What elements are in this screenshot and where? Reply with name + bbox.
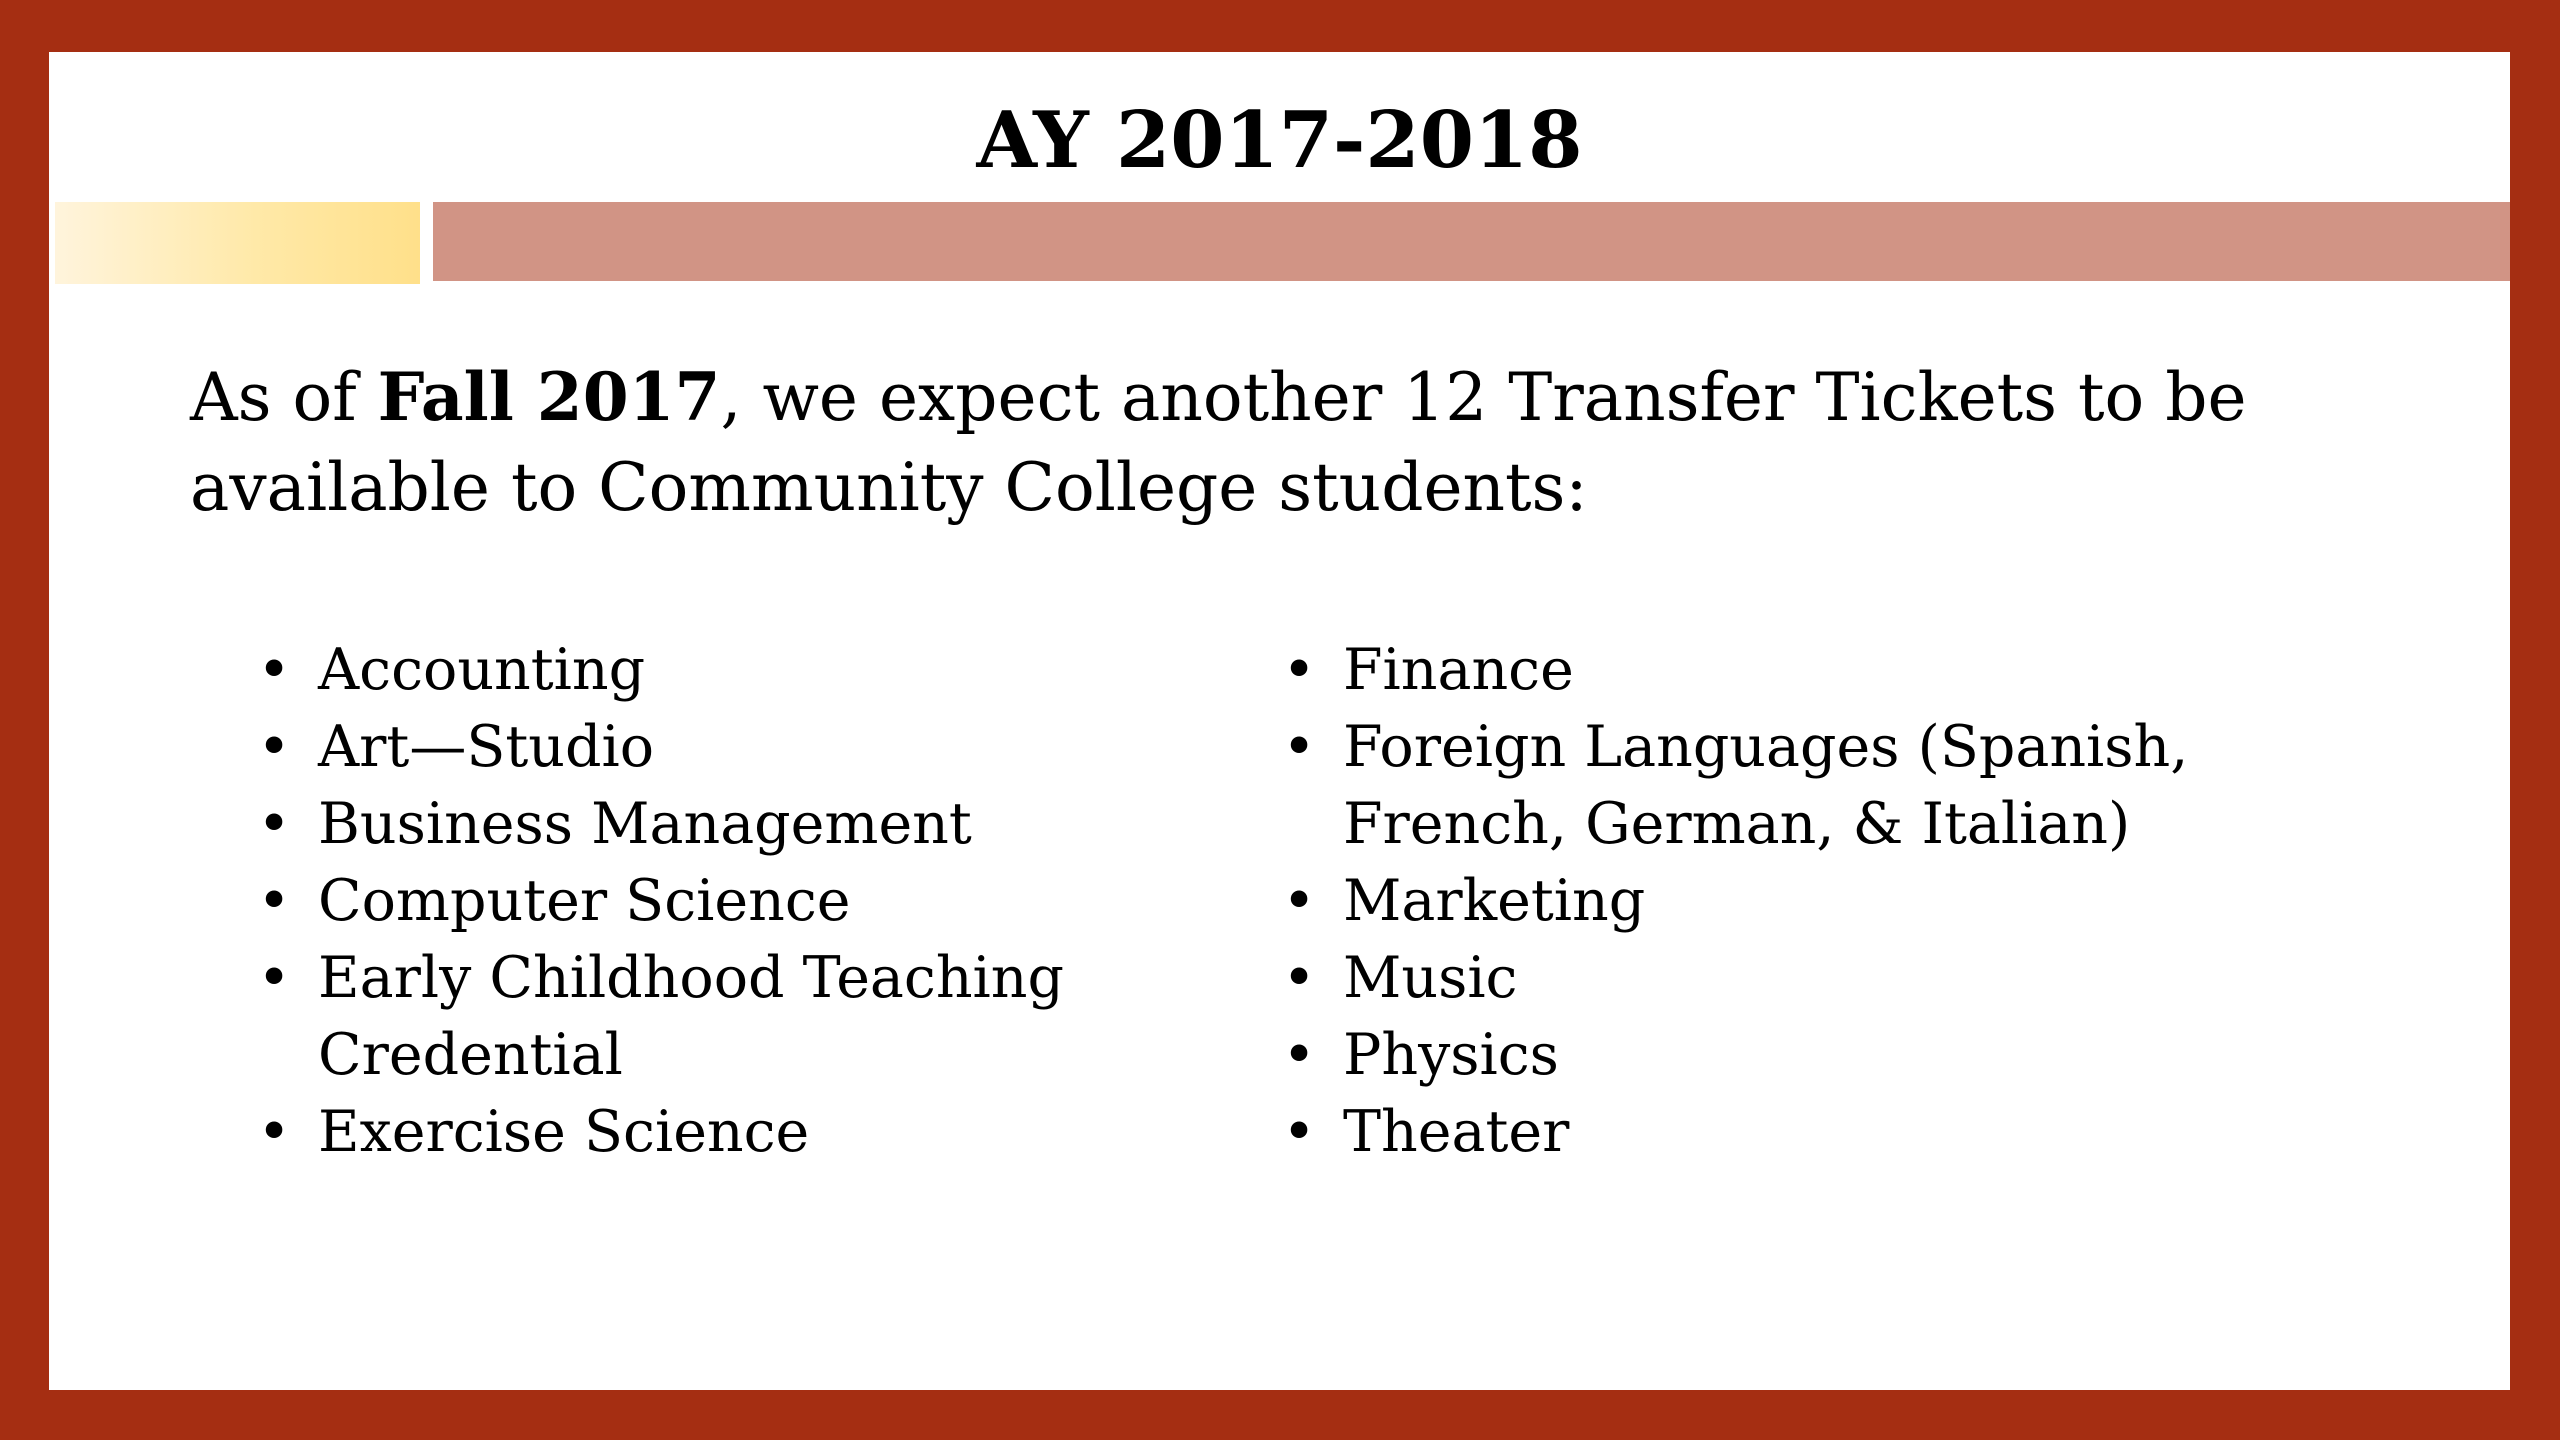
list-item-label: Exercise Science (318, 1099, 810, 1165)
program-list-left (254, 632, 1154, 1171)
list-item (1279, 863, 2429, 940)
bullet-icon: • (1282, 868, 1316, 934)
bullet-icon: • (257, 945, 291, 1011)
accent-bar-gradient (55, 202, 420, 284)
bullet-icon: • (257, 868, 291, 934)
bullet-icon: • (1282, 637, 1316, 703)
bullet-icon: • (257, 637, 291, 703)
bullet-icon: • (1282, 714, 1316, 780)
list-item (254, 1094, 1154, 1171)
intro-prefix: As of (190, 359, 378, 436)
bullet-icon: • (1282, 1022, 1316, 1088)
list-item-label: Physics (1343, 1022, 1559, 1088)
intro-bold-term: Fall 2017 (377, 358, 721, 436)
intro-suffix: , we expect another 12 Transfer Tickets to be available to Community College students: (190, 359, 2247, 526)
slide-title: AY 2017-2018 (976, 95, 1583, 186)
list-item-label: Finance (1343, 637, 1574, 703)
list-item-label: Early Childhood Teaching Credential (318, 945, 1064, 1088)
list-item (254, 863, 1154, 940)
list-item (1279, 632, 2429, 709)
program-list-right (1279, 632, 2429, 1171)
list-item-label: Art—Studio (318, 714, 655, 780)
list-item (1279, 709, 2429, 863)
list-item-label: Computer Science (318, 868, 851, 934)
list-item (254, 940, 1154, 1094)
bullet-icon: • (1282, 1099, 1316, 1165)
bullet-icon: • (257, 714, 291, 780)
list-item (1279, 940, 2429, 1017)
list-item-label: Theater (1343, 1099, 1570, 1165)
list-item (254, 632, 1154, 709)
slide-content (49, 52, 2510, 1390)
list-item (254, 786, 1154, 863)
list-item-label: Accounting (318, 637, 646, 703)
list-item-label: Marketing (1343, 868, 1646, 934)
list-item (254, 709, 1154, 786)
list-item-label: Foreign Languages (Spanish, French, German, & Italian) (1343, 714, 2189, 857)
list-item (1279, 1017, 2429, 1094)
list-item-label: Music (1343, 945, 1518, 1011)
accent-bar (433, 202, 2510, 281)
bullet-icon: • (257, 1099, 291, 1165)
bullet-icon: • (1282, 945, 1316, 1011)
list-item (1279, 1094, 2429, 1171)
list-item-label: Business Management (318, 791, 972, 857)
bullet-icon: • (257, 791, 291, 857)
intro-text (190, 352, 2390, 533)
